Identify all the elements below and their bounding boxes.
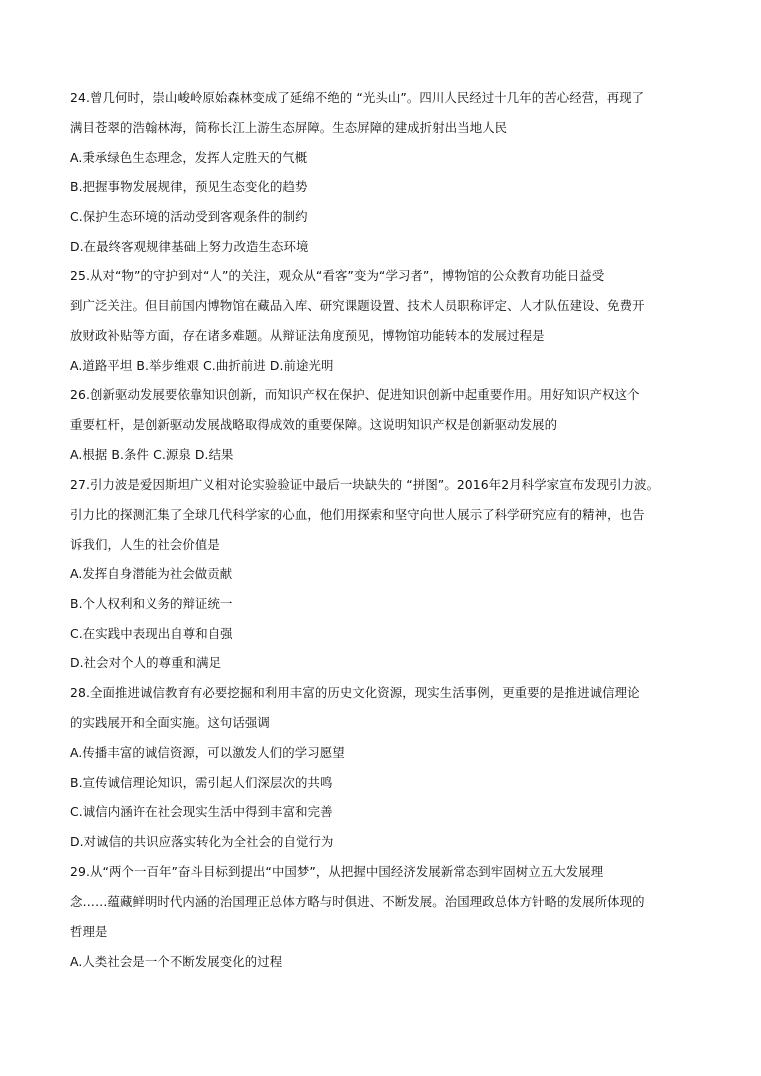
question-29-stem-line-1: 29.从“两个一百年”奋斗目标到提出“中国梦”，从把握中国经济发展新常态到牢固树立五大发展理 <box>70 864 604 879</box>
question-27-option-a: A.发挥自身潜能为社会做贡献 <box>70 566 233 581</box>
question-25-stem-line-1: 25.从对“物”的守护到对“人”的关注，观众从“看客”变为“学习者”，博物馆的公众教育功能日益受 <box>70 268 605 283</box>
question-26-options: A.根据 B.条件 C.源泉 D.结果 <box>70 447 234 462</box>
question-27-option-d: D.社会对个人的尊重和满足 <box>70 655 222 670</box>
question-27-option-b: B.个人权利和义务的辩证统一 <box>70 596 233 611</box>
question-28-option-d: D.对诚信的共识应落实转化为全社会的自觉行为 <box>70 834 334 849</box>
question-24-option-a: A.秉承绿色生态理念，发挥人定胜天的气概 <box>70 150 308 165</box>
question-26-stem-line-1: 26.创新驱动发展要依靠知识创新，而知识产权在保护、促进知识创新中起重要作用。用好知识产权这个 <box>70 387 640 402</box>
question-28-option-c: C.诚信内涵许在社会现实生活中得到丰富和完善 <box>70 804 333 819</box>
question-26-stem-line-2: 重要杠杆，是创新驱动发展战略取得成效的重要保障。这说明知识产权是创新驱动发展的 <box>70 417 558 432</box>
question-29-stem-line-2: 念……蕴藏鲜明时代内涵的治国理正总体方略与时俱进、不断发展。治国理政总体方针略的发展所体现的 <box>70 894 645 909</box>
question-25-stem-line-3: 放财政补贴等方面，存在诸多难题。从辩证法角度预见，博物馆功能转本的发展过程是 <box>70 328 545 343</box>
question-29-option-a: A.人类社会是一个不断发展变化的过程 <box>70 954 283 969</box>
question-24-option-d: D.在最终客观规律基础上努力改造生态环境 <box>70 239 309 254</box>
question-29-stem-line-3: 哲理是 <box>70 924 108 939</box>
question-28-stem-line-1: 28.全面推进诚信教育有必要挖掘和利用丰富的历史文化资源，现实生活事例，更重要的是推进诚信理论 <box>70 685 640 700</box>
question-25-options: A.道路平坦 B.举步维艰 C.曲折前进 D.前途光明 <box>70 358 334 373</box>
question-28-option-b: B.宣传诚信理论知识，需引起人们深层次的共鸣 <box>70 775 333 790</box>
question-24-stem-line-2: 满目苍翠的浩翰林海，简称长江上游生态屏障。生态屏障的建成折射出当地人民 <box>70 120 508 135</box>
question-25-stem-line-2: 到广泛关注。但目前国内博物馆在藏品入库、研究课题设置、技术人员职称评定、人才队伍建设、免费开 <box>70 298 645 313</box>
question-27-option-c: C.在实践中表现出自尊和自强 <box>70 626 233 641</box>
question-24-option-c: C.保护生态环境的活动受到客观条件的制约 <box>70 209 308 224</box>
question-27-stem-line-3: 诉我们，人生的社会价值是 <box>70 537 220 552</box>
question-27-stem-line-2: 引力比的探测汇集了全球几代科学家的心血，他们用探索和坚守向世人展示了科学研究应有的精神，也告 <box>70 507 645 522</box>
question-24-stem-line-1: 24.曾几何时，崇山峻岭原始森林变成了延绵不绝的 “光头山”。四川人民经过十几年的苦心经营，再现了 <box>70 90 645 105</box>
question-24-option-b: B.把握事物发展规律，预见生态变化的趋势 <box>70 179 308 194</box>
question-28-stem-line-2: 的实践展开和全面实施。这句话强调 <box>70 715 270 730</box>
question-28-option-a: A.传播丰富的诚信资源，可以激发人们的学习愿望 <box>70 745 345 760</box>
question-27-stem-line-1: 27.引力波是爱因斯坦广义相对论实验验证中最后一块缺失的 “拼图”。2016年2月科学家宣布发现引力波。 <box>70 477 660 492</box>
